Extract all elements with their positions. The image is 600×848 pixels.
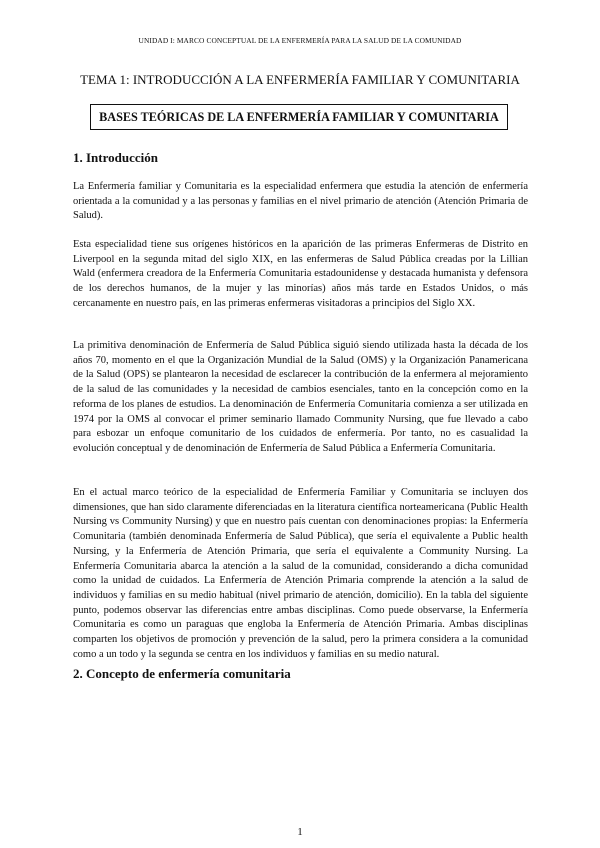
paragraph: En el actual marco teórico de la especialidad de Enfermería Familiar y Comunitaria se incluyen dos dimensiones, que han sido claramente diferenciadas en la literatura científica norteamericana (Public Health Nursing vs Community Nursing) y que en nuestro país cuentan con denominaciones propias: la Enfermería Comunitaria (también denominada Enfermería de Salud Pública), que sería el equivalente a Public health Nursing, y la Enfermería de Atención Primaria, que sería el equivalente a Community Nursing. La Enfermería Comunitaria abarca la atención a la salud de la comunidad, considerando a dicha comunidad como la unidad de cuidados. La Enfermería de Atención Primaria comprende la atención a la salud de individuos y familias en su medio habitual (nivel primario de atención, domicilio). En la tabla del siguiente punto, podemos observar las diferencias entre ambas disciplinas. Como puede observarse, la Enfermería Comunitaria es como un paraguas que engloba la Enfermería de Atención Primaria. Ambas disciplinas comparten los objetivos de promoción y prevención de la salud, pero la primera considera a la comunidad como a un todo y la segunda se centra en los individuos y familias en su medio natural. bbox=[73, 487, 528, 660]
boxed-title-text: BASES TEÓRICAS DE LA ENFERMERÍA FAMILIAR Y COMUNITARIA bbox=[99, 109, 499, 124]
topic-title: TEMA 1: INTRODUCCIÓN A LA ENFERMERÍA FAMILIAR Y COMUNITARIA bbox=[80, 72, 520, 87]
running-header: UNIDAD I: MARCO CONCEPTUAL DE LA ENFERMERÍA PARA LA SALUD DE LA COMUNIDAD bbox=[138, 36, 462, 45]
boxed-title bbox=[90, 104, 508, 130]
paragraph: La primitiva denominación de Enfermería de Salud Pública siguió siendo utilizada hasta la década de los años 70, momento en el que la Organización Mundial de la Salud (OMS) y la Organización Panamericana de la Salud (OPS) se plantearon la necesidad de esclarecer la contribución de la enfermera al mejoramiento de la salud de las comunidades y la necesidad de cambios esenciales, tanto en la concepción como en la reforma de los planes de estudios. La denominación de Enfermería Comunitaria comienza a ser utilizada en 1974 por la OMS al convocar el primer seminario llamado Community Nursing, que fue llevado a cabo para esbozar un enfoque comunitario de los cuidados de enfermería. Por tanto, no es casualidad la evolución conceptual y de denominación de Enfermería de Salud Pública a Enfermería Comunitaria. bbox=[73, 340, 528, 454]
page-number: 1 bbox=[297, 826, 303, 838]
section-heading-introduccion: 1. Introducción bbox=[73, 150, 158, 165]
section-heading-concepto: 2. Concepto de enfermería comunitaria bbox=[73, 666, 291, 681]
paragraph: La Enfermería familiar y Comunitaria es la especialidad enfermera que estudia la atención de enfermería orientada a la comunidad y a las personas y familias en el nivel primario de atención (Atención Primaria de Salud). bbox=[73, 181, 528, 222]
paragraph: Esta especialidad tiene sus orígenes históricos en la aparición de las primeras Enfermeras de Distrito en Liverpool en la segunda mitad del siglo XIX, en las enfermeras de Salud Pública creadas por la Lillian Wald (enfermera creadora de la Enfermería Comunitaria estadounidense y destacada humanista y defensora de los derechos humanos, de la mujer y las minorías) años más tarde en Estados Unidos, o más cercanamente en nuestro país, en las primeras enfermeras visitadoras a principios del Siglo XX. bbox=[73, 239, 528, 309]
